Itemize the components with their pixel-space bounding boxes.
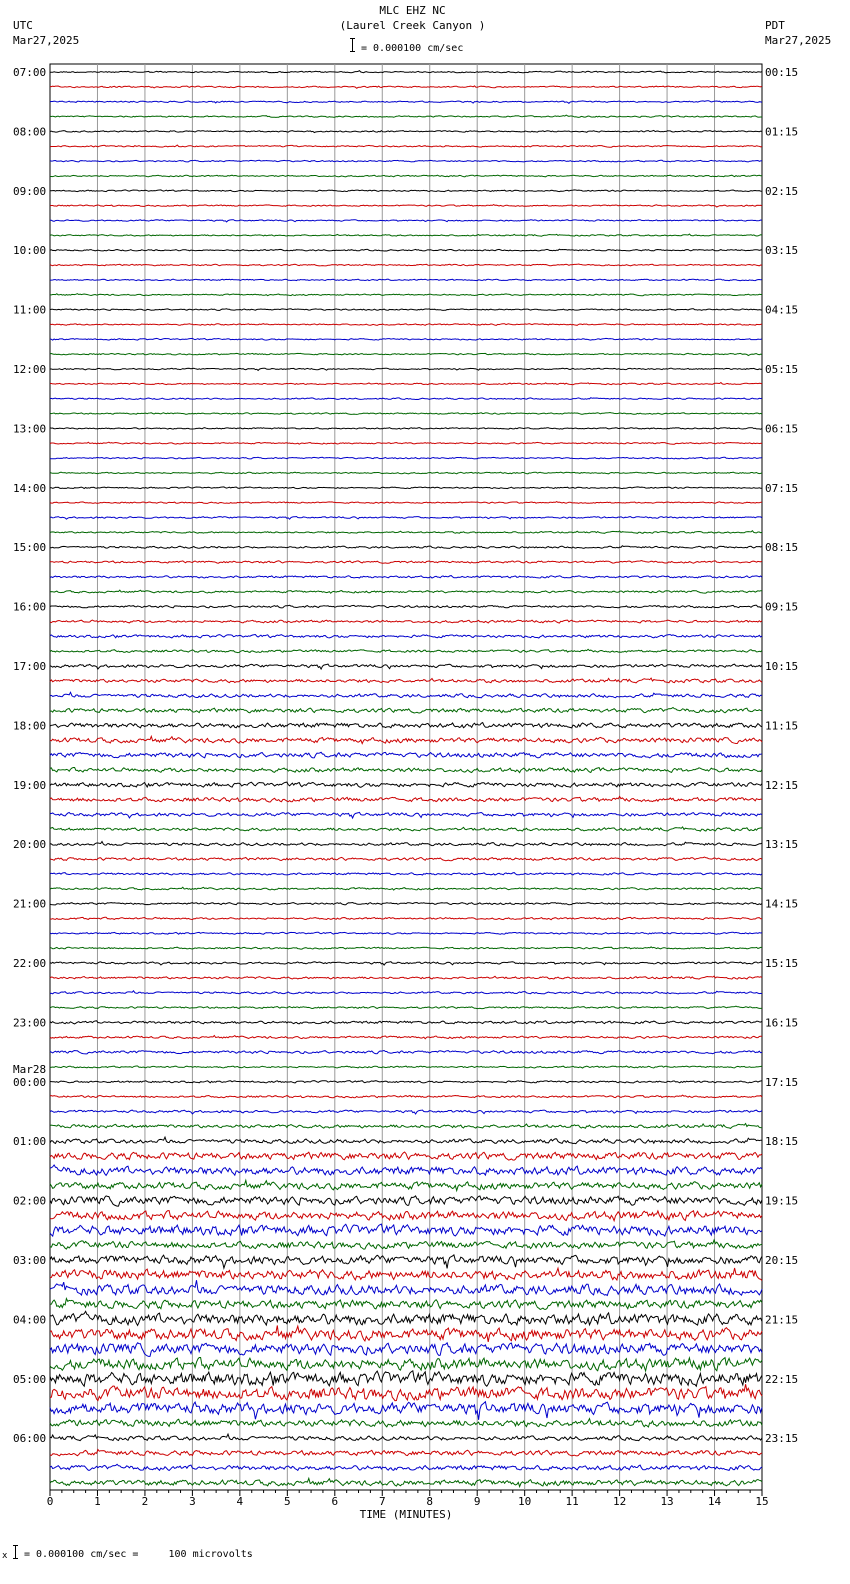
utc-hour-label: 09:00 bbox=[13, 184, 47, 198]
seismic-trace bbox=[50, 1095, 762, 1098]
seismic-trace bbox=[50, 736, 762, 743]
seismic-trace bbox=[50, 1036, 762, 1039]
seismic-trace bbox=[50, 561, 762, 564]
utc-hour-label: 18:00 bbox=[13, 719, 47, 733]
x-tick-label: 10 bbox=[518, 1495, 532, 1508]
seismic-trace bbox=[50, 1450, 762, 1456]
x-tick-label: 6 bbox=[331, 1495, 339, 1508]
seismic-trace bbox=[50, 160, 762, 162]
pdt-hour-label: 02:15 bbox=[765, 184, 799, 198]
seismic-trace bbox=[50, 1419, 762, 1427]
seismic-trace bbox=[50, 234, 762, 236]
left-date: Mar27,2025 bbox=[13, 34, 80, 47]
utc-hour-label: 12:00 bbox=[13, 363, 47, 376]
seismic-trace bbox=[50, 1371, 762, 1386]
seismic-trace bbox=[50, 472, 762, 474]
seismic-trace bbox=[50, 398, 762, 400]
seismic-trace bbox=[50, 368, 762, 370]
pdt-hour-label: 20:15 bbox=[765, 1254, 799, 1267]
left-timezone: UTC bbox=[13, 19, 33, 32]
seismic-trace bbox=[50, 1021, 762, 1024]
utc-hour-label: 17:00 bbox=[13, 660, 47, 673]
seismic-trace bbox=[50, 887, 762, 890]
seismic-trace bbox=[50, 338, 762, 340]
utc-hour-label: 13:00 bbox=[13, 422, 47, 436]
utc-hour-label: 20:00 bbox=[13, 838, 47, 852]
x-tick-label: 9 bbox=[473, 1495, 481, 1508]
seismic-trace bbox=[50, 1358, 762, 1372]
seismic-trace bbox=[50, 1384, 762, 1401]
seismic-trace bbox=[50, 708, 762, 714]
seismic-trace bbox=[50, 903, 762, 905]
seismic-trace bbox=[50, 324, 762, 326]
utc-hour-label: 14:00 bbox=[13, 481, 47, 495]
seismic-trace bbox=[50, 115, 762, 117]
pdt-hour-label: 19:15 bbox=[765, 1194, 799, 1208]
date-change-label: Mar28 bbox=[13, 1062, 47, 1076]
seismic-trace bbox=[50, 502, 762, 504]
x-tick-label: 11 bbox=[565, 1495, 579, 1508]
utc-hour-label: 11:00 bbox=[13, 303, 47, 317]
seismic-trace bbox=[50, 962, 762, 965]
footer-prefix: x bbox=[2, 1551, 8, 1561]
seismic-trace bbox=[50, 531, 762, 534]
seismic-trace bbox=[50, 1051, 762, 1054]
seismic-trace bbox=[50, 782, 762, 787]
pdt-hour-label: 14:15 bbox=[765, 897, 799, 911]
pdt-hour-label: 10:15 bbox=[765, 660, 799, 673]
seismic-trace bbox=[50, 1196, 762, 1206]
seismic-trace bbox=[50, 249, 762, 251]
seismic-trace bbox=[50, 1478, 762, 1486]
pdt-hour-label: 07:15 bbox=[765, 481, 799, 495]
pdt-hour-label: 15:15 bbox=[765, 957, 799, 970]
seismic-trace bbox=[50, 723, 762, 728]
x-tick-label: 2 bbox=[141, 1495, 149, 1508]
pdt-hour-label: 18:15 bbox=[765, 1135, 799, 1149]
seismic-trace bbox=[50, 1280, 762, 1295]
utc-hour-label: 03:00 bbox=[13, 1254, 47, 1267]
right-date: Mar27,2025 bbox=[765, 34, 832, 47]
seismic-trace bbox=[50, 857, 762, 861]
pdt-hour-label: 21:15 bbox=[765, 1313, 799, 1327]
seismic-trace bbox=[50, 546, 762, 549]
pdt-hour-label: 00:15 bbox=[765, 66, 799, 79]
seismic-trace bbox=[50, 1110, 762, 1114]
seismic-trace bbox=[50, 383, 762, 385]
x-tick-label: 15 bbox=[755, 1495, 769, 1508]
footer-scale-bar-icon bbox=[15, 1545, 16, 1559]
seismic-trace bbox=[50, 1311, 762, 1325]
seismic-trace bbox=[50, 1402, 762, 1420]
x-tick-label: 5 bbox=[284, 1495, 291, 1508]
seismic-trace bbox=[50, 1299, 762, 1310]
right-timezone: PDT bbox=[765, 19, 785, 32]
seismic-trace bbox=[50, 86, 762, 88]
seismic-trace bbox=[50, 947, 762, 949]
seismic-trace bbox=[50, 768, 762, 773]
utc-hour-label: 15:00 bbox=[13, 541, 47, 555]
seismic-trace bbox=[50, 1255, 762, 1269]
utc-hour-label: 05:00 bbox=[13, 1372, 47, 1386]
pdt-hour-label: 17:15 bbox=[765, 1075, 799, 1089]
seismic-trace bbox=[50, 101, 762, 104]
seismic-trace bbox=[50, 309, 762, 311]
seismic-trace bbox=[50, 294, 762, 296]
header-scale-text: = 0.000100 cm/sec bbox=[361, 43, 464, 54]
seismic-trace bbox=[50, 175, 762, 177]
utc-hour-label: 07:00 bbox=[13, 66, 47, 79]
pdt-hour-label: 13:15 bbox=[765, 838, 799, 852]
seismic-trace bbox=[50, 797, 762, 803]
x-tick-label: 7 bbox=[378, 1495, 386, 1508]
pdt-hour-label: 16:15 bbox=[765, 1016, 799, 1030]
seismic-trace bbox=[50, 353, 762, 355]
seismic-trace bbox=[50, 71, 762, 73]
x-tick-label: 8 bbox=[426, 1495, 434, 1508]
utc-hour-label: 08:00 bbox=[13, 125, 47, 139]
seismic-trace bbox=[50, 678, 762, 683]
seismic-trace bbox=[50, 1434, 762, 1441]
seismic-trace bbox=[50, 413, 762, 415]
utc-hour-label: 21:00 bbox=[13, 897, 47, 911]
station-location: (Laurel Creek Canyon ) bbox=[339, 19, 486, 32]
seismic-trace bbox=[50, 1343, 762, 1357]
pdt-hour-label: 23:15 bbox=[765, 1432, 799, 1446]
pdt-hour-label: 01:15 bbox=[765, 125, 799, 139]
utc-hour-label: 00:00 bbox=[13, 1075, 47, 1089]
seismic-trace bbox=[50, 442, 762, 444]
seismic-trace bbox=[50, 590, 762, 593]
x-tick-label: 4 bbox=[236, 1495, 244, 1508]
seismic-trace bbox=[50, 279, 762, 281]
utc-hour-label: 02:00 bbox=[13, 1194, 47, 1208]
seismic-trace bbox=[50, 576, 762, 578]
seismic-trace bbox=[50, 1124, 762, 1129]
x-tick-label: 14 bbox=[707, 1495, 722, 1508]
pdt-hour-label: 11:15 bbox=[765, 719, 799, 733]
seismic-trace bbox=[50, 752, 762, 758]
seismic-trace bbox=[50, 605, 762, 608]
utc-hour-label: 19:00 bbox=[13, 778, 47, 792]
utc-hour-label: 16:00 bbox=[13, 600, 47, 614]
utc-hour-label: 04:00 bbox=[13, 1313, 47, 1327]
x-tick-label: 12 bbox=[612, 1495, 627, 1508]
seismic-trace bbox=[50, 145, 762, 147]
seismic-trace bbox=[50, 812, 762, 818]
seismic-trace bbox=[50, 1081, 762, 1083]
station-title: MLC EHZ NC bbox=[379, 4, 446, 17]
seismic-trace bbox=[50, 264, 762, 266]
seismic-trace bbox=[50, 1326, 762, 1342]
seismic-trace bbox=[50, 932, 762, 934]
seismic-trace bbox=[50, 517, 762, 520]
seismic-trace bbox=[50, 1066, 762, 1068]
seismic-trace bbox=[50, 220, 762, 222]
footer-scale-text: = 0.000100 cm/sec = 100 microvolts bbox=[24, 1549, 253, 1560]
utc-hour-label: 23:00 bbox=[13, 1016, 47, 1030]
seismic-trace bbox=[50, 664, 762, 669]
utc-hour-label: 22:00 bbox=[13, 957, 47, 970]
seismic-trace bbox=[50, 1211, 762, 1221]
seismic-trace bbox=[50, 1137, 762, 1144]
pdt-hour-label: 12:15 bbox=[765, 778, 799, 792]
utc-hour-label: 10:00 bbox=[13, 244, 47, 258]
seismic-trace bbox=[50, 1224, 762, 1236]
seismic-trace bbox=[50, 649, 762, 652]
pdt-hour-label: 05:15 bbox=[765, 363, 799, 376]
x-tick-label: 3 bbox=[189, 1495, 196, 1508]
seismic-trace bbox=[50, 692, 762, 698]
pdt-hour-label: 22:15 bbox=[765, 1372, 799, 1386]
x-tick-label: 1 bbox=[94, 1495, 101, 1508]
seismic-trace bbox=[50, 635, 762, 639]
utc-hour-label: 01:00 bbox=[13, 1135, 47, 1149]
seismic-trace bbox=[50, 873, 762, 875]
seismic-trace bbox=[50, 1165, 762, 1175]
seismic-trace bbox=[50, 1006, 762, 1008]
seismic-trace bbox=[50, 991, 762, 994]
utc-hour-label: 06:00 bbox=[13, 1432, 47, 1446]
seismic-trace bbox=[50, 428, 762, 430]
x-tick-label: 0 bbox=[46, 1495, 54, 1508]
pdt-hour-label: 03:15 bbox=[765, 244, 799, 258]
seismic-trace bbox=[50, 487, 762, 489]
seismic-trace bbox=[50, 1464, 762, 1470]
seismic-trace bbox=[50, 827, 762, 831]
seismic-trace bbox=[50, 842, 762, 846]
x-tick-label: 13 bbox=[660, 1495, 674, 1508]
pdt-hour-label: 04:15 bbox=[765, 303, 799, 317]
seismic-trace bbox=[50, 1268, 762, 1281]
pdt-hour-label: 06:15 bbox=[765, 422, 799, 436]
seismic-trace bbox=[50, 130, 762, 132]
seismic-trace bbox=[50, 190, 762, 192]
seismic-trace bbox=[50, 457, 762, 459]
pdt-hour-label: 09:15 bbox=[765, 600, 799, 614]
seismic-trace bbox=[50, 1152, 762, 1160]
seismic-trace bbox=[50, 205, 762, 207]
seismic-trace bbox=[50, 917, 762, 919]
seismic-trace bbox=[50, 1240, 762, 1249]
seismic-trace bbox=[50, 1180, 762, 1190]
x-axis-label: TIME (MINUTES) bbox=[359, 1508, 453, 1521]
seismic-trace bbox=[50, 976, 762, 979]
pdt-hour-label: 08:15 bbox=[765, 541, 799, 555]
seismic-trace bbox=[50, 620, 762, 623]
